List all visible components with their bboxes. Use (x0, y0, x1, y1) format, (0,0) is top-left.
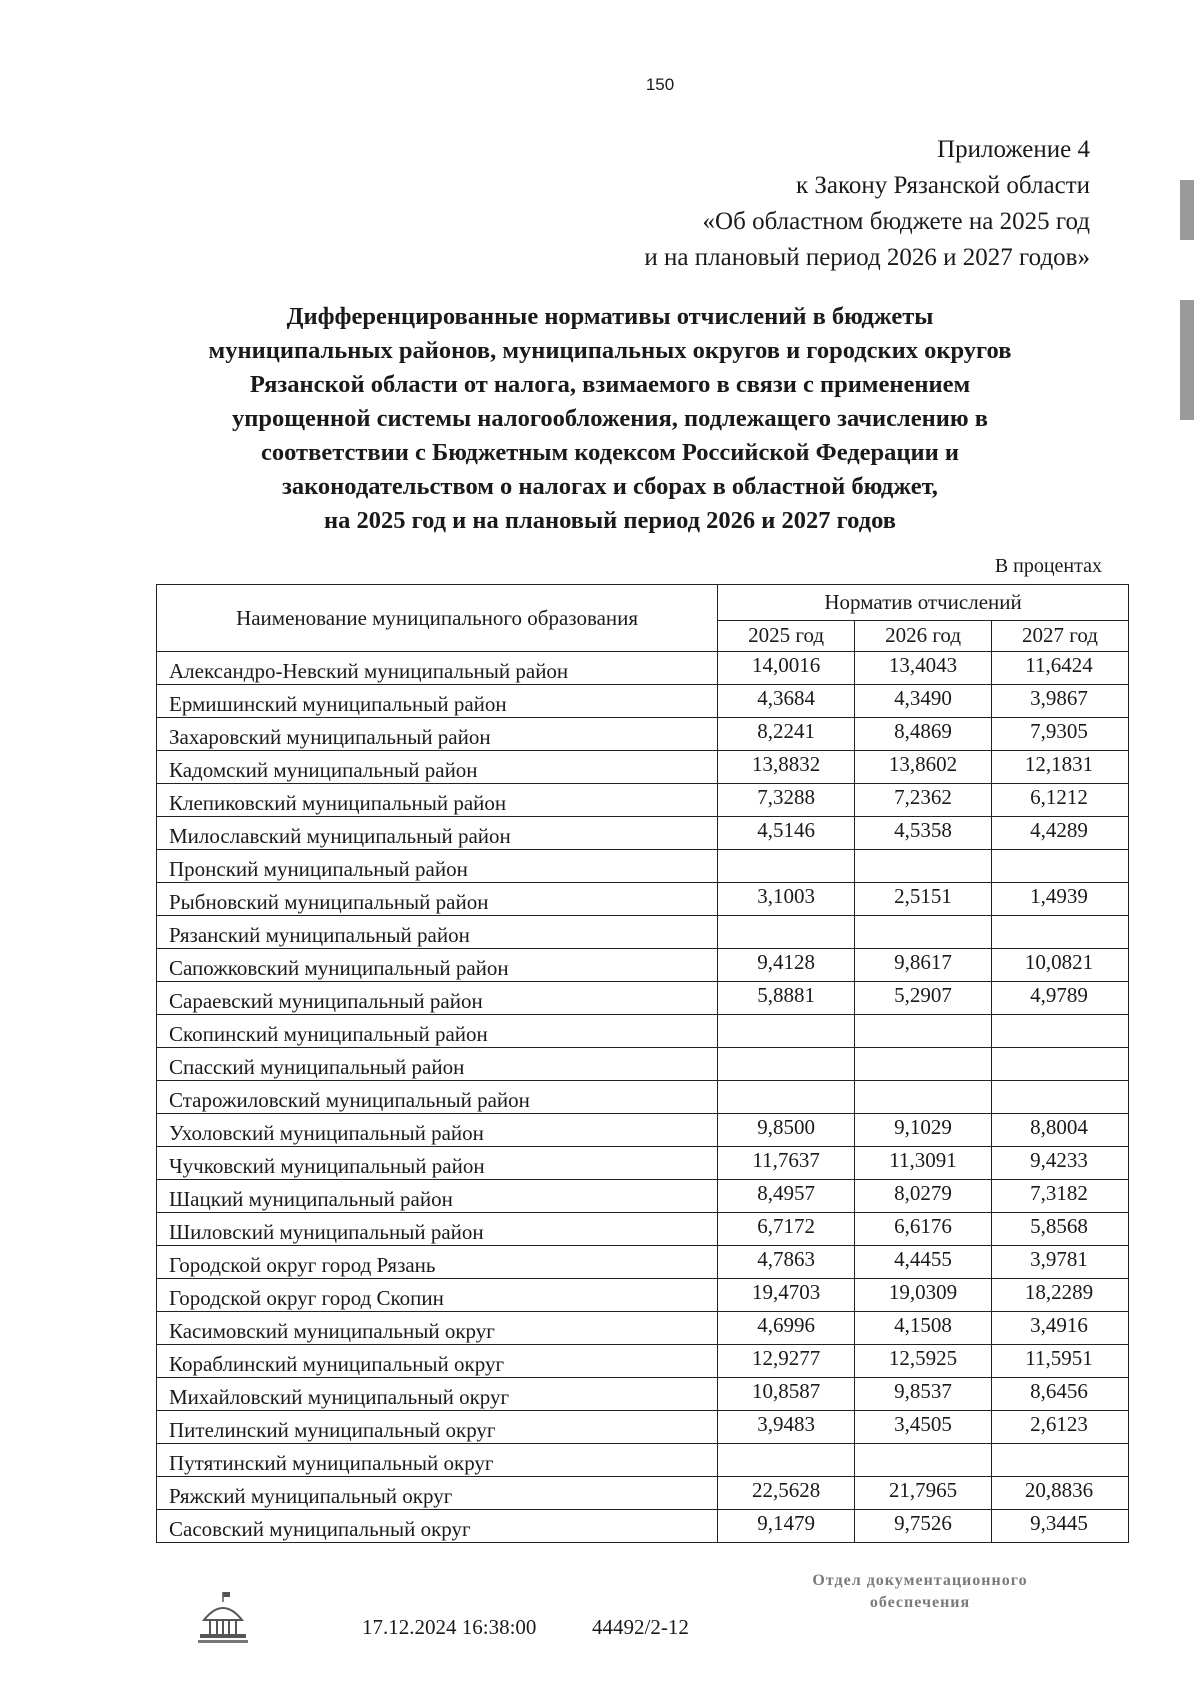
municipality-name: Захаровский муниципальный район (157, 718, 718, 751)
table-row (157, 1477, 1129, 1510)
title-line: упрощенной системы налогообложения, подлежащего зачислению в (232, 405, 988, 432)
department-stamp (770, 1570, 1070, 1614)
norm-2026-cell: 7,2362 (855, 784, 992, 817)
norm-2026-cell: 2,5151 (855, 883, 992, 916)
norm-2027-cell: 20,8836 (992, 1477, 1129, 1510)
norm-2027-cell: 4,9789 (992, 982, 1129, 1015)
norms-table (156, 584, 1129, 1543)
title-line: законодательством о налогах и сборах в областной бюджет, (282, 473, 938, 500)
norm-2025-cell: 22,5628 (718, 1477, 855, 1510)
norm-2025-cell: 4,3684 (718, 685, 855, 718)
norm-2026-cell: 3,4505 (855, 1411, 992, 1444)
norm-2025-cell: 7,3288 (718, 784, 855, 817)
norm-2027-cell (992, 850, 1129, 883)
norm-2026-cell (855, 1444, 992, 1477)
norm-2025-cell: 3,9483 (718, 1411, 855, 1444)
municipality-name: Михайловский муниципальный округ (157, 1378, 718, 1411)
norm-2027-cell: 7,9305 (992, 718, 1129, 751)
norm-2026-cell: 13,8602 (855, 751, 992, 784)
appendix-line: и на плановый период 2026 и 2027 годов» (644, 244, 1090, 271)
municipality-name: Пронский муниципальный район (157, 850, 718, 883)
norm-2026-cell: 9,1029 (855, 1114, 992, 1147)
norm-2027-cell (992, 1048, 1129, 1081)
norm-2025-cell: 6,7172 (718, 1213, 855, 1246)
norm-2025-cell: 9,4128 (718, 949, 855, 982)
scan-edge-mark (1180, 180, 1194, 240)
norm-2026-cell: 6,6176 (855, 1213, 992, 1246)
municipality-name: Клепиковский муниципальный район (157, 784, 718, 817)
appendix-line: «Об областном бюджете на 2025 год (702, 208, 1090, 235)
norm-2025-cell: 12,9277 (718, 1345, 855, 1378)
norm-2026-cell: 4,4455 (855, 1246, 992, 1279)
municipality-name: Ряжский муниципальный округ (157, 1477, 718, 1510)
municipality-name: Милославский муниципальный район (157, 817, 718, 850)
table-row (157, 1378, 1129, 1411)
table-row (157, 1312, 1129, 1345)
municipality-name: Скопинский муниципальный район (157, 1015, 718, 1048)
title-line: муниципальных районов, муниципальных округов и городских округов (208, 337, 1012, 364)
table-row (157, 1048, 1129, 1081)
municipality-name: Чучковский муниципальный район (157, 1147, 718, 1180)
municipality-name: Ермишинский муниципальный район (157, 685, 718, 718)
norm-2027-cell: 9,3445 (992, 1510, 1129, 1543)
norm-2026-cell: 13,4043 (855, 652, 992, 685)
table-row (157, 949, 1129, 982)
year-header-2027: 2027 год (992, 620, 1129, 651)
norm-2025-cell: 13,8832 (718, 751, 855, 784)
norm-2025-cell (718, 850, 855, 883)
norm-2025-cell: 3,1003 (718, 883, 855, 916)
norm-2026-cell (855, 1081, 992, 1114)
norm-2027-cell: 9,4233 (992, 1147, 1129, 1180)
norm-2027-cell: 11,6424 (992, 652, 1129, 685)
norm-2026-cell (855, 916, 992, 949)
norm-2027-cell (992, 1015, 1129, 1048)
title-line: на 2025 год и на плановый период 2026 и 2027 годов (323, 507, 896, 534)
municipality-name: Касимовский муниципальный округ (157, 1312, 718, 1345)
norm-2026-cell (855, 1015, 992, 1048)
norm-2026-cell: 11,3091 (855, 1147, 992, 1180)
norm-2025-cell: 14,0016 (718, 652, 855, 685)
table-body (157, 652, 1129, 1543)
municipality-name: Сапожковский муниципальный район (157, 949, 718, 982)
municipality-name: Александро-Невский муниципальный район (157, 652, 718, 685)
title-line: Рязанской области от налога, взимаемого в связи с применением (249, 371, 971, 398)
norm-2027-cell: 7,3182 (992, 1180, 1129, 1213)
table-row (157, 751, 1129, 784)
table-row (157, 1246, 1129, 1279)
duma-building-icon (196, 1590, 250, 1648)
municipality-name: Сараевский муниципальный район (157, 982, 718, 1015)
appendix-line: к Закону Рязанской области (796, 172, 1090, 199)
norm-2025-cell: 5,8881 (718, 982, 855, 1015)
table-row (157, 982, 1129, 1015)
norm-2025-cell: 11,7637 (718, 1147, 855, 1180)
table-row (157, 1015, 1129, 1048)
municipality-name: Кораблинский муниципальный округ (157, 1345, 718, 1378)
year-header-2025: 2025 год (718, 620, 855, 651)
norm-2027-cell: 6,1212 (992, 784, 1129, 817)
municipality-name: Рыбновский муниципальный район (157, 883, 718, 916)
municipality-name: Спасский муниципальный район (157, 1048, 718, 1081)
municipality-name: Шиловский муниципальный район (157, 1213, 718, 1246)
norm-2025-cell: 4,5146 (718, 817, 855, 850)
norm-2027-cell: 12,1831 (992, 751, 1129, 784)
table-row (157, 883, 1129, 916)
norm-2026-cell: 8,0279 (855, 1180, 992, 1213)
document-title (140, 300, 1080, 538)
table-row (157, 718, 1129, 751)
norm-2027-cell: 2,6123 (992, 1411, 1129, 1444)
table-row (157, 817, 1129, 850)
scan-edge-mark (1180, 300, 1194, 420)
municipality-name: Пителинский муниципальный округ (157, 1411, 718, 1444)
year-header-2026: 2026 год (855, 620, 992, 651)
table-row (157, 1081, 1129, 1114)
norm-2027-cell: 8,8004 (992, 1114, 1129, 1147)
title-line: Дифференцированные нормативы отчислений в бюджеты (286, 303, 934, 330)
table-row (157, 850, 1129, 883)
norm-2026-cell: 4,3490 (855, 685, 992, 718)
norm-2025-cell (718, 1081, 855, 1114)
municipality-name: Путятинский муниципальный округ (157, 1444, 718, 1477)
appendix-line: Приложение 4 (937, 136, 1090, 163)
footer-doc-number: 44492/2-12 (592, 1615, 689, 1639)
norm-2027-cell: 18,2289 (992, 1279, 1129, 1312)
table-row (157, 1147, 1129, 1180)
title-line: соответствии с Бюджетным кодексом Российской Федерации и (261, 439, 959, 466)
norm-2027-cell: 3,4916 (992, 1312, 1129, 1345)
norm-2026-cell: 12,5925 (855, 1345, 992, 1378)
norm-2025-cell: 10,8587 (718, 1378, 855, 1411)
norm-2026-cell: 8,4869 (855, 718, 992, 751)
norm-2026-cell: 4,1508 (855, 1312, 992, 1345)
municipality-name: Сасовский муниципальный округ (157, 1510, 718, 1543)
norm-2026-cell: 19,0309 (855, 1279, 992, 1312)
table-row (157, 1510, 1129, 1543)
norm-2025-cell: 4,6996 (718, 1312, 855, 1345)
page-number: 150 (645, 75, 675, 94)
footer-datetime: 17.12.2024 16:38:00 (362, 1615, 537, 1639)
norm-2026-cell: 5,2907 (855, 982, 992, 1015)
norm-2026-cell (855, 1048, 992, 1081)
municipality-name: Рязанский муниципальный район (157, 916, 718, 949)
municipality-name: Городской округ город Рязань (157, 1246, 718, 1279)
norm-2025-cell (718, 1048, 855, 1081)
municipality-name: Шацкий муниципальный район (157, 1180, 718, 1213)
municipality-name: Старожиловский муниципальный район (157, 1081, 718, 1114)
norm-2025-cell: 19,4703 (718, 1279, 855, 1312)
norm-2026-cell: 9,7526 (855, 1510, 992, 1543)
table-row (157, 685, 1129, 718)
norm-2025-cell: 8,2241 (718, 718, 855, 751)
municipality-name: Ухоловский муниципальный район (157, 1114, 718, 1147)
table-row (157, 916, 1129, 949)
norm-2025-cell: 9,1479 (718, 1510, 855, 1543)
norm-2025-cell (718, 1015, 855, 1048)
norm-2026-cell: 4,5358 (855, 817, 992, 850)
norm-2027-cell: 3,9867 (992, 685, 1129, 718)
norm-2026-cell (855, 850, 992, 883)
norm-2027-cell: 3,9781 (992, 1246, 1129, 1279)
appendix-header (644, 132, 1090, 276)
norm-2027-cell: 4,4289 (992, 817, 1129, 850)
norm-2026-cell: 9,8537 (855, 1378, 992, 1411)
table-row (157, 652, 1129, 685)
norm-2027-cell: 11,5951 (992, 1345, 1129, 1378)
stamp-line: обеспечения (869, 1594, 971, 1611)
norm-2025-cell: 4,7863 (718, 1246, 855, 1279)
norm-2027-cell (992, 1444, 1129, 1477)
table-row (157, 1180, 1129, 1213)
table-row (157, 1411, 1129, 1444)
norm-2025-cell: 9,8500 (718, 1114, 855, 1147)
table-row (157, 1213, 1129, 1246)
norm-2027-cell: 10,0821 (992, 949, 1129, 982)
name-column-header: Наименование муниципального образования (157, 585, 718, 652)
table-row (157, 1444, 1129, 1477)
norm-2027-cell: 1,4939 (992, 883, 1129, 916)
norm-2027-cell: 5,8568 (992, 1213, 1129, 1246)
table-row (157, 1345, 1129, 1378)
norm-2027-cell (992, 1081, 1129, 1114)
norm-2025-cell (718, 1444, 855, 1477)
municipality-name: Кадомский муниципальный район (157, 751, 718, 784)
norm-2027-cell: 8,6456 (992, 1378, 1129, 1411)
norm-2026-cell: 21,7965 (855, 1477, 992, 1510)
table-row (157, 1114, 1129, 1147)
municipality-name: Городской округ город Скопин (157, 1279, 718, 1312)
norm-2026-cell: 9,8617 (855, 949, 992, 982)
table-row (157, 1279, 1129, 1312)
norm-2027-cell (992, 916, 1129, 949)
norm-2025-cell: 8,4957 (718, 1180, 855, 1213)
norm-group-header: Норматив отчислений (718, 585, 1129, 621)
norm-2025-cell (718, 916, 855, 949)
table-row (157, 784, 1129, 817)
units-label: В процентах (994, 555, 1102, 577)
stamp-line: Отдел документационного (812, 1572, 1028, 1589)
